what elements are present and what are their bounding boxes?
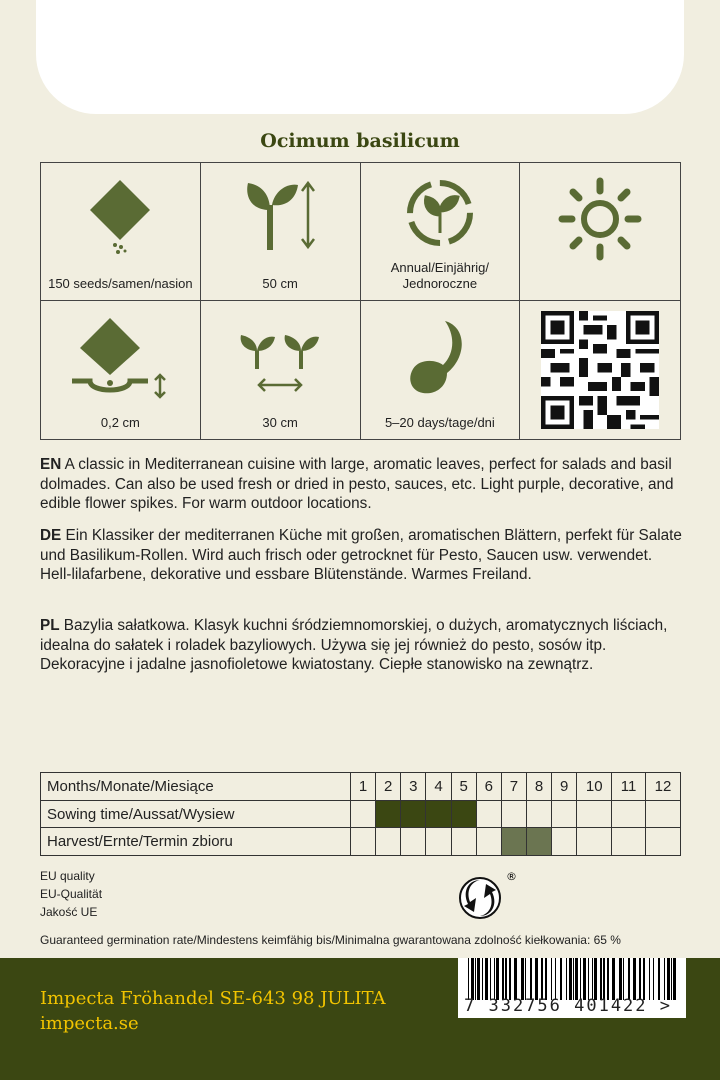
- months-header: Months/Monate/Miesiące: [41, 773, 351, 801]
- barcode-bar: [592, 958, 593, 1000]
- icon-grid: [40, 162, 681, 440]
- website-link[interactable]: impecta.se: [40, 1013, 139, 1034]
- sowing-cell: [376, 800, 401, 828]
- barcode-bar: [505, 958, 507, 1000]
- sowing-cell: [426, 800, 451, 828]
- barcode-bar: [583, 958, 586, 1000]
- eu-quality: EU quality EU-Qualität Jakość UE: [40, 869, 103, 919]
- full-sun-icon: [558, 177, 642, 261]
- barcode-bar: [521, 958, 524, 1000]
- month-label: 1: [351, 773, 376, 801]
- barcode-bar: [494, 958, 495, 1000]
- barcode-bar: [664, 958, 665, 1000]
- barcode-bar: [580, 958, 581, 1000]
- sowing-label: Sowing time/Aussat/Wysiew: [41, 800, 351, 828]
- harvest-cell: [376, 828, 401, 856]
- qr-code[interactable]: [541, 311, 659, 429]
- annual-cycle-icon: [402, 175, 478, 251]
- barcode-bar: [502, 958, 504, 1000]
- barcode-bar: [475, 958, 476, 1000]
- barcode-bar: [643, 958, 645, 1000]
- plant-spacing-icon: [235, 329, 325, 409]
- month-label: 2: [376, 773, 401, 801]
- qr-cell: [520, 301, 680, 439]
- spacing-cell: 30 cm: [201, 301, 361, 439]
- barcode-bar: [551, 958, 552, 1000]
- barcode-bar: [603, 958, 605, 1000]
- barcode-bar: [658, 958, 660, 1000]
- harvest-cell: [526, 828, 551, 856]
- sowing-calendar: [40, 772, 681, 856]
- barcode-bar: [485, 958, 488, 1000]
- harvest-cell: [577, 828, 612, 856]
- harvest-cell: [451, 828, 476, 856]
- sowing-cell: [612, 800, 646, 828]
- description-en: EN A classic in Mediterranean cuisine with large, aromatic leaves, perfect for salads and basil dolmades. Can also be used fresh or dried in pesto, sauces, etc. Light purple, decorative, and edible flower spikes. For warm outdoor locations.: [40, 456, 674, 512]
- barcode-bar: [575, 958, 578, 1000]
- svg-text:®: ®: [506, 870, 517, 883]
- month-label: 7: [501, 773, 526, 801]
- height-cell: 50 cm: [201, 163, 361, 301]
- barcode-bar: [667, 958, 670, 1000]
- barcode-bar: [530, 958, 532, 1000]
- sowing-cell: [645, 800, 680, 828]
- barcode-bar: [471, 958, 474, 1000]
- sowing-cell: [351, 800, 376, 828]
- month-label: 4: [426, 773, 451, 801]
- barcode-bar: [490, 958, 491, 1000]
- barcode-bar: [482, 958, 483, 1000]
- latin-name: Ocimum basilicum: [260, 130, 460, 152]
- barcode-bar: [477, 958, 480, 1000]
- barcode-bar: [600, 958, 602, 1000]
- harvest-cell: [476, 828, 501, 856]
- sprouting-seed-icon: [405, 317, 475, 397]
- barcode-bar: [619, 958, 622, 1000]
- barcode-bar: [623, 958, 624, 1000]
- harvest-cell: [645, 828, 680, 856]
- seed-count-cell: 150 seeds/samen/nasion: [41, 163, 201, 301]
- barcode-bar: [649, 958, 650, 1000]
- sowing-cell: [401, 800, 426, 828]
- lifecycle-cell: Annual/Einjährig/ Jednoroczne: [361, 163, 521, 301]
- germination-rate: Guaranteed germination rate/Mindestens keimfähig bis/Minimalna gwarantowana zdolność kiełkowania: 65 %: [40, 933, 621, 947]
- barcode-bar: [535, 958, 538, 1000]
- barcode-bar: [612, 958, 615, 1000]
- harvest-cell: [351, 828, 376, 856]
- barcode-bars: [458, 958, 686, 1000]
- description-pl: PL Bazylia sałatkowa. Klasyk kuchni śródziemnomorskiej, o dużych, aromatycznych liściach, idealna do sałatek i roladek bazyliowych. Używa się jej również do pesto, sosów itp. Dekoracyjne i jadalne jasnofioletowe kwiatostany. Ciepłe stanowisko na zewnątrz.: [40, 617, 668, 673]
- barcode-bar: [628, 958, 630, 1000]
- harvest-cell: [612, 828, 646, 856]
- barcode-bar: [566, 958, 567, 1000]
- sowing-cell: [552, 800, 577, 828]
- barcode-bar: [639, 958, 641, 1000]
- barcode-bar: [673, 958, 676, 1000]
- harvest-label: Harvest/Ernte/Termin zbioru: [41, 828, 351, 856]
- sun-cell: [520, 163, 680, 301]
- sowing-depth-cell: 0,2 cm: [41, 301, 201, 439]
- barcode-bar: [525, 958, 526, 1000]
- plant-height-icon: [240, 175, 320, 255]
- barcode-bar: [573, 958, 574, 1000]
- sowing-cell: [577, 800, 612, 828]
- barcode-bar: [607, 958, 609, 1000]
- sowing-cell: [451, 800, 476, 828]
- seed-packet-icon: [85, 175, 155, 255]
- month-label: 10: [577, 773, 612, 801]
- barcode-bar: [509, 958, 511, 1000]
- barcode-bar: [569, 958, 572, 1000]
- month-label: 6: [476, 773, 501, 801]
- germination-cell: 5–20 days/tage/dni: [361, 301, 521, 439]
- sowing-depth-icon: [70, 313, 170, 403]
- month-label: 9: [552, 773, 577, 801]
- month-label: 3: [401, 773, 426, 801]
- harvest-cell: [501, 828, 526, 856]
- barcode-bar: [594, 958, 597, 1000]
- green-dot-recycling-icon: [458, 868, 522, 924]
- sowing-cell: [501, 800, 526, 828]
- company-address: Impecta Fröhandel SE-643 98 JULITA: [40, 988, 386, 1009]
- month-label: 11: [612, 773, 646, 801]
- barcode-bar: [545, 958, 547, 1000]
- barcode-bar: [560, 958, 562, 1000]
- barcode-bar: [496, 958, 499, 1000]
- sowing-cell: [476, 800, 501, 828]
- month-label: 12: [645, 773, 680, 801]
- barcode-bar: [633, 958, 636, 1000]
- barcode: 7 332756 401422 >: [458, 958, 686, 1018]
- barcode-bar: [541, 958, 543, 1000]
- hanger-cutout: [36, 0, 684, 114]
- month-label: 5: [451, 773, 476, 801]
- harvest-cell: [426, 828, 451, 856]
- barcode-bar: [671, 958, 672, 1000]
- month-label: 8: [526, 773, 551, 801]
- harvest-cell: [401, 828, 426, 856]
- barcode-bar: [514, 958, 517, 1000]
- barcode-bar: [653, 958, 654, 1000]
- description-de: DE Ein Klassiker der mediterranen Küche mit großen, aromatischen Blättern, perfekt für Salate und Basilikum-Rollen. Wird auch frisch oder getrocknet für Pesto, Saucen usw. verwendet. Hell-lilafarbene, dekorative und essbare Blütenstände. Warmes Freiland.: [40, 527, 682, 583]
- barcode-bar: [468, 958, 469, 1000]
- harvest-cell: [552, 828, 577, 856]
- barcode-bar: [588, 958, 589, 1000]
- barcode-bar: [555, 958, 556, 1000]
- sowing-cell: [526, 800, 551, 828]
